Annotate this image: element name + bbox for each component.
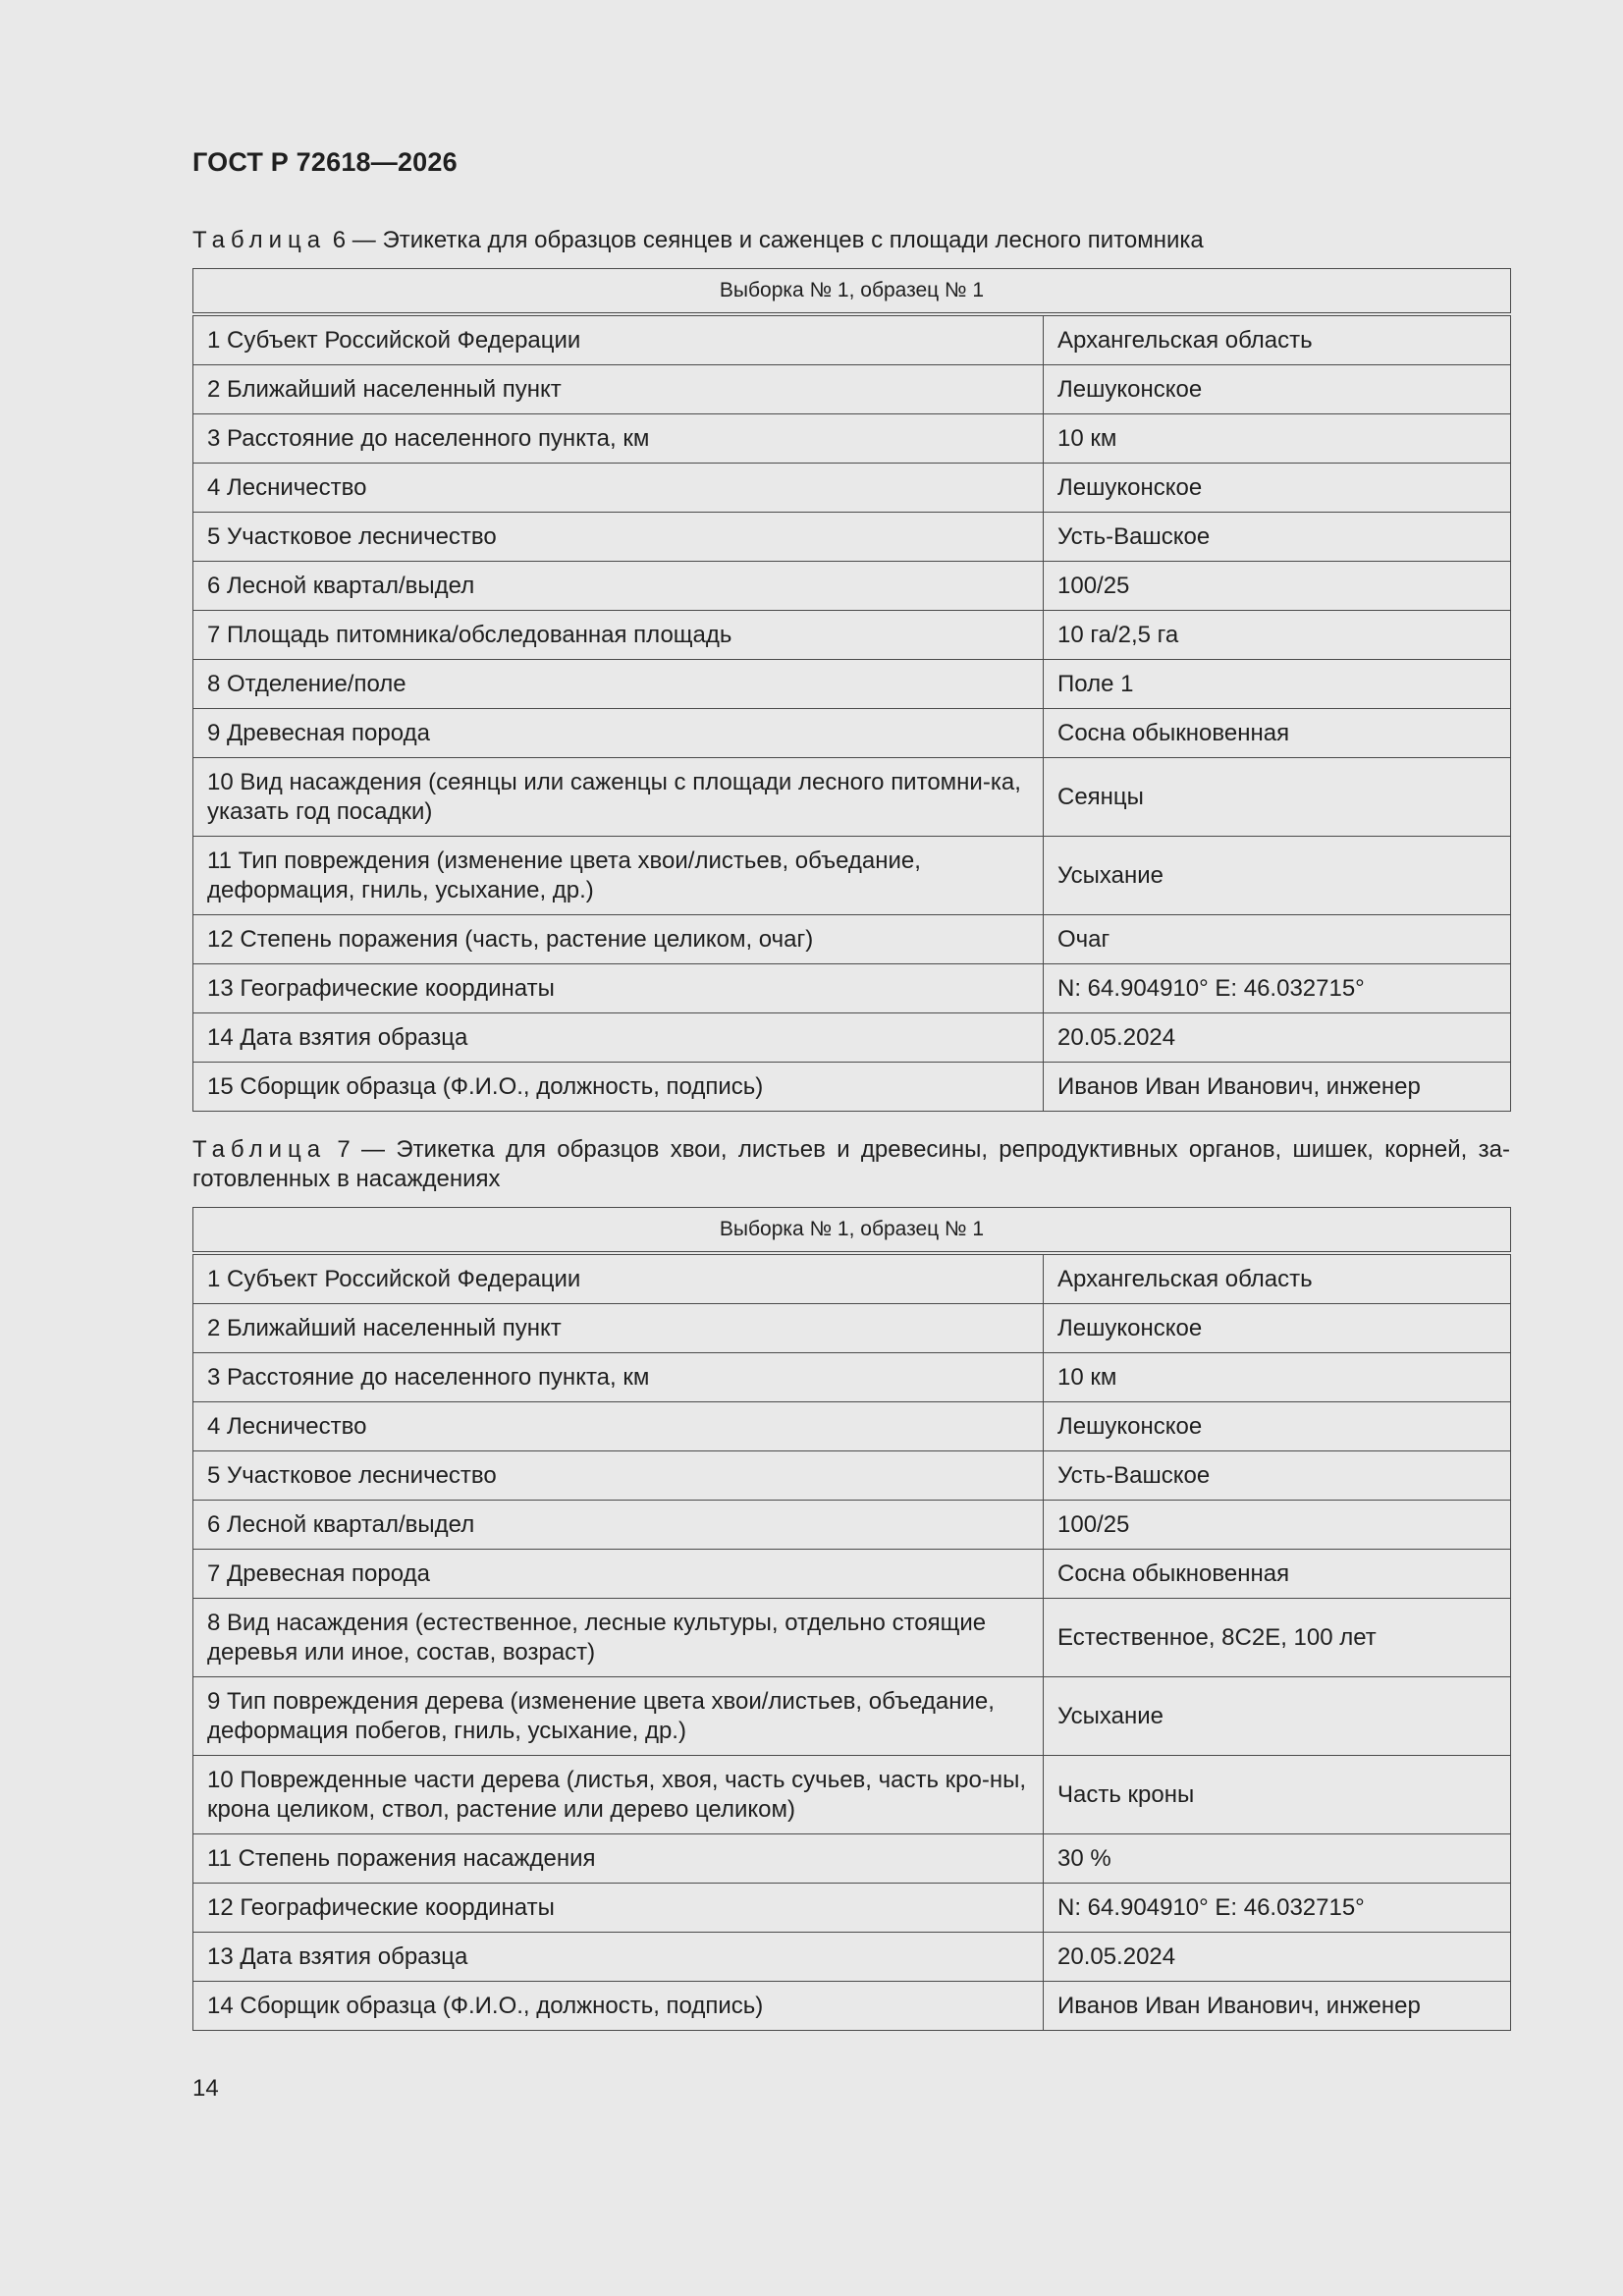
table-row	[193, 1304, 1511, 1353]
table-row	[193, 1550, 1511, 1599]
table-6-caption-word: Таблица	[192, 227, 327, 253]
table-row	[193, 314, 1511, 365]
table-7-caption	[192, 1135, 1510, 1194]
table-row	[193, 414, 1511, 464]
row-label: 15 Сборщик образца (Ф.И.О., должность, подпись)	[193, 1063, 1044, 1112]
row-label: 11 Тип повреждения (изменение цвета хвои/листьев, объедание, деформация, гниль, усыхание, др.)	[193, 837, 1044, 915]
page-number: 14	[192, 2075, 219, 2102]
table-row	[193, 365, 1511, 414]
row-value: Часть кроны	[1044, 1756, 1511, 1834]
row-label: 2 Ближайший населенный пункт	[193, 1304, 1044, 1353]
row-value: Усть-Вашское	[1044, 513, 1511, 562]
table-7	[192, 1207, 1511, 2031]
table-6	[192, 268, 1511, 1112]
row-label: 14 Дата взятия образца	[193, 1013, 1044, 1063]
row-value: Лешуконское	[1044, 1402, 1511, 1451]
table-row	[193, 1677, 1511, 1756]
row-label: 12 Степень поражения (часть, растение целиком, очаг)	[193, 915, 1044, 964]
table-row	[193, 709, 1511, 758]
row-value: Лешуконское	[1044, 464, 1511, 513]
row-label: 9 Тип повреждения дерева (изменение цвета хвои/листьев, объедание, деформация побегов, гниль, усыхание, др.)	[193, 1677, 1044, 1756]
row-label: 7 Площадь питомника/обследованная площадь	[193, 611, 1044, 660]
row-label: 14 Сборщик образца (Ф.И.О., должность, подпись)	[193, 1982, 1044, 2031]
row-value: Лешуконское	[1044, 1304, 1511, 1353]
table-row	[193, 1884, 1511, 1933]
row-label: 10 Поврежденные части дерева (листья, хвоя, часть сучьев, часть кро-ны, крона целиком, ствол, растение или дерево целиком)	[193, 1756, 1044, 1834]
row-label: 13 Географические координаты	[193, 964, 1044, 1013]
row-value: Усть-Вашское	[1044, 1451, 1511, 1501]
table-row	[193, 1501, 1511, 1550]
table-row	[193, 758, 1511, 837]
row-value: 30 %	[1044, 1834, 1511, 1884]
row-label: 7 Древесная порода	[193, 1550, 1044, 1599]
table-row	[193, 611, 1511, 660]
table-row	[193, 837, 1511, 915]
table-row	[193, 1451, 1511, 1501]
row-label: 4 Лесничество	[193, 1402, 1044, 1451]
row-label: 11 Степень поражения насаждения	[193, 1834, 1044, 1884]
row-label: 6 Лесной квартал/выдел	[193, 562, 1044, 611]
row-value: 10 км	[1044, 414, 1511, 464]
table-row	[193, 1756, 1511, 1834]
row-value: Сеянцы	[1044, 758, 1511, 837]
row-label: 9 Древесная порода	[193, 709, 1044, 758]
row-value: Архангельская область	[1044, 314, 1511, 365]
table-6-caption	[192, 226, 1510, 255]
row-value: Иванов Иван Иванович, инженер	[1044, 1063, 1511, 1112]
row-label: 12 Географические координаты	[193, 1884, 1044, 1933]
table-row	[193, 1253, 1511, 1304]
row-value: 20.05.2024	[1044, 1933, 1511, 1982]
table-row	[193, 1599, 1511, 1677]
row-value: 100/25	[1044, 1501, 1511, 1550]
row-value: Архангельская область	[1044, 1253, 1511, 1304]
table-7-caption-text: 7 — Этикетка для образцов хвои, листьев и древесины, репродуктивных органов, шишек, корней, за-готовленных в насаждениях	[192, 1136, 1510, 1192]
row-label: 3 Расстояние до населенного пункта, км	[193, 414, 1044, 464]
row-value: Лешуконское	[1044, 365, 1511, 414]
table-6-caption-text: 6 — Этикетка для образцов сеянцев и саженцев с площади лесного питомника	[326, 227, 1204, 253]
table-row	[193, 915, 1511, 964]
table-row	[193, 1982, 1511, 2031]
table-row	[193, 513, 1511, 562]
table-row	[193, 964, 1511, 1013]
row-label: 8 Отделение/поле	[193, 660, 1044, 709]
document-id-header: ГОСТ Р 72618—2026	[192, 147, 458, 177]
table-row	[193, 1834, 1511, 1884]
table-row	[193, 1063, 1511, 1112]
table-7-caption-word: Таблица	[192, 1136, 327, 1163]
table-row	[193, 660, 1511, 709]
row-value: 100/25	[1044, 562, 1511, 611]
row-label: 1 Субъект Российской Федерации	[193, 1253, 1044, 1304]
table-row	[193, 1353, 1511, 1402]
table-row	[193, 1402, 1511, 1451]
table-row	[193, 464, 1511, 513]
row-value: Сосна обыкновенная	[1044, 709, 1511, 758]
row-value: 10 га/2,5 га	[1044, 611, 1511, 660]
row-label: 2 Ближайший населенный пункт	[193, 365, 1044, 414]
table-row	[193, 1013, 1511, 1063]
row-value: Усыхание	[1044, 837, 1511, 915]
table-7-header: Выборка № 1, образец № 1	[193, 1208, 1511, 1254]
row-value: Иванов Иван Иванович, инженер	[1044, 1982, 1511, 2031]
row-value: Сосна обыкновенная	[1044, 1550, 1511, 1599]
row-label: 10 Вид насаждения (сеянцы или саженцы с площади лесного питомни-ка, указать год посадки)	[193, 758, 1044, 837]
row-value: N: 64.904910° E: 46.032715°	[1044, 964, 1511, 1013]
row-label: 5 Участковое лесничество	[193, 513, 1044, 562]
row-label: 8 Вид насаждения (естественное, лесные культуры, отдельно стоящие деревья или иное, состав, возраст)	[193, 1599, 1044, 1677]
row-label: 13 Дата взятия образца	[193, 1933, 1044, 1982]
row-label: 3 Расстояние до населенного пункта, км	[193, 1353, 1044, 1402]
row-value: Усыхание	[1044, 1677, 1511, 1756]
row-label: 4 Лесничество	[193, 464, 1044, 513]
row-value: Естественное, 8С2Е, 100 лет	[1044, 1599, 1511, 1677]
row-value: 10 км	[1044, 1353, 1511, 1402]
table-row	[193, 1933, 1511, 1982]
row-value: Поле 1	[1044, 660, 1511, 709]
row-label: 5 Участковое лесничество	[193, 1451, 1044, 1501]
row-label: 6 Лесной квартал/выдел	[193, 1501, 1044, 1550]
row-label: 1 Субъект Российской Федерации	[193, 314, 1044, 365]
table-6-header: Выборка № 1, образец № 1	[193, 269, 1511, 315]
row-value: 20.05.2024	[1044, 1013, 1511, 1063]
row-value: N: 64.904910° E: 46.032715°	[1044, 1884, 1511, 1933]
row-value: Очаг	[1044, 915, 1511, 964]
table-row	[193, 562, 1511, 611]
